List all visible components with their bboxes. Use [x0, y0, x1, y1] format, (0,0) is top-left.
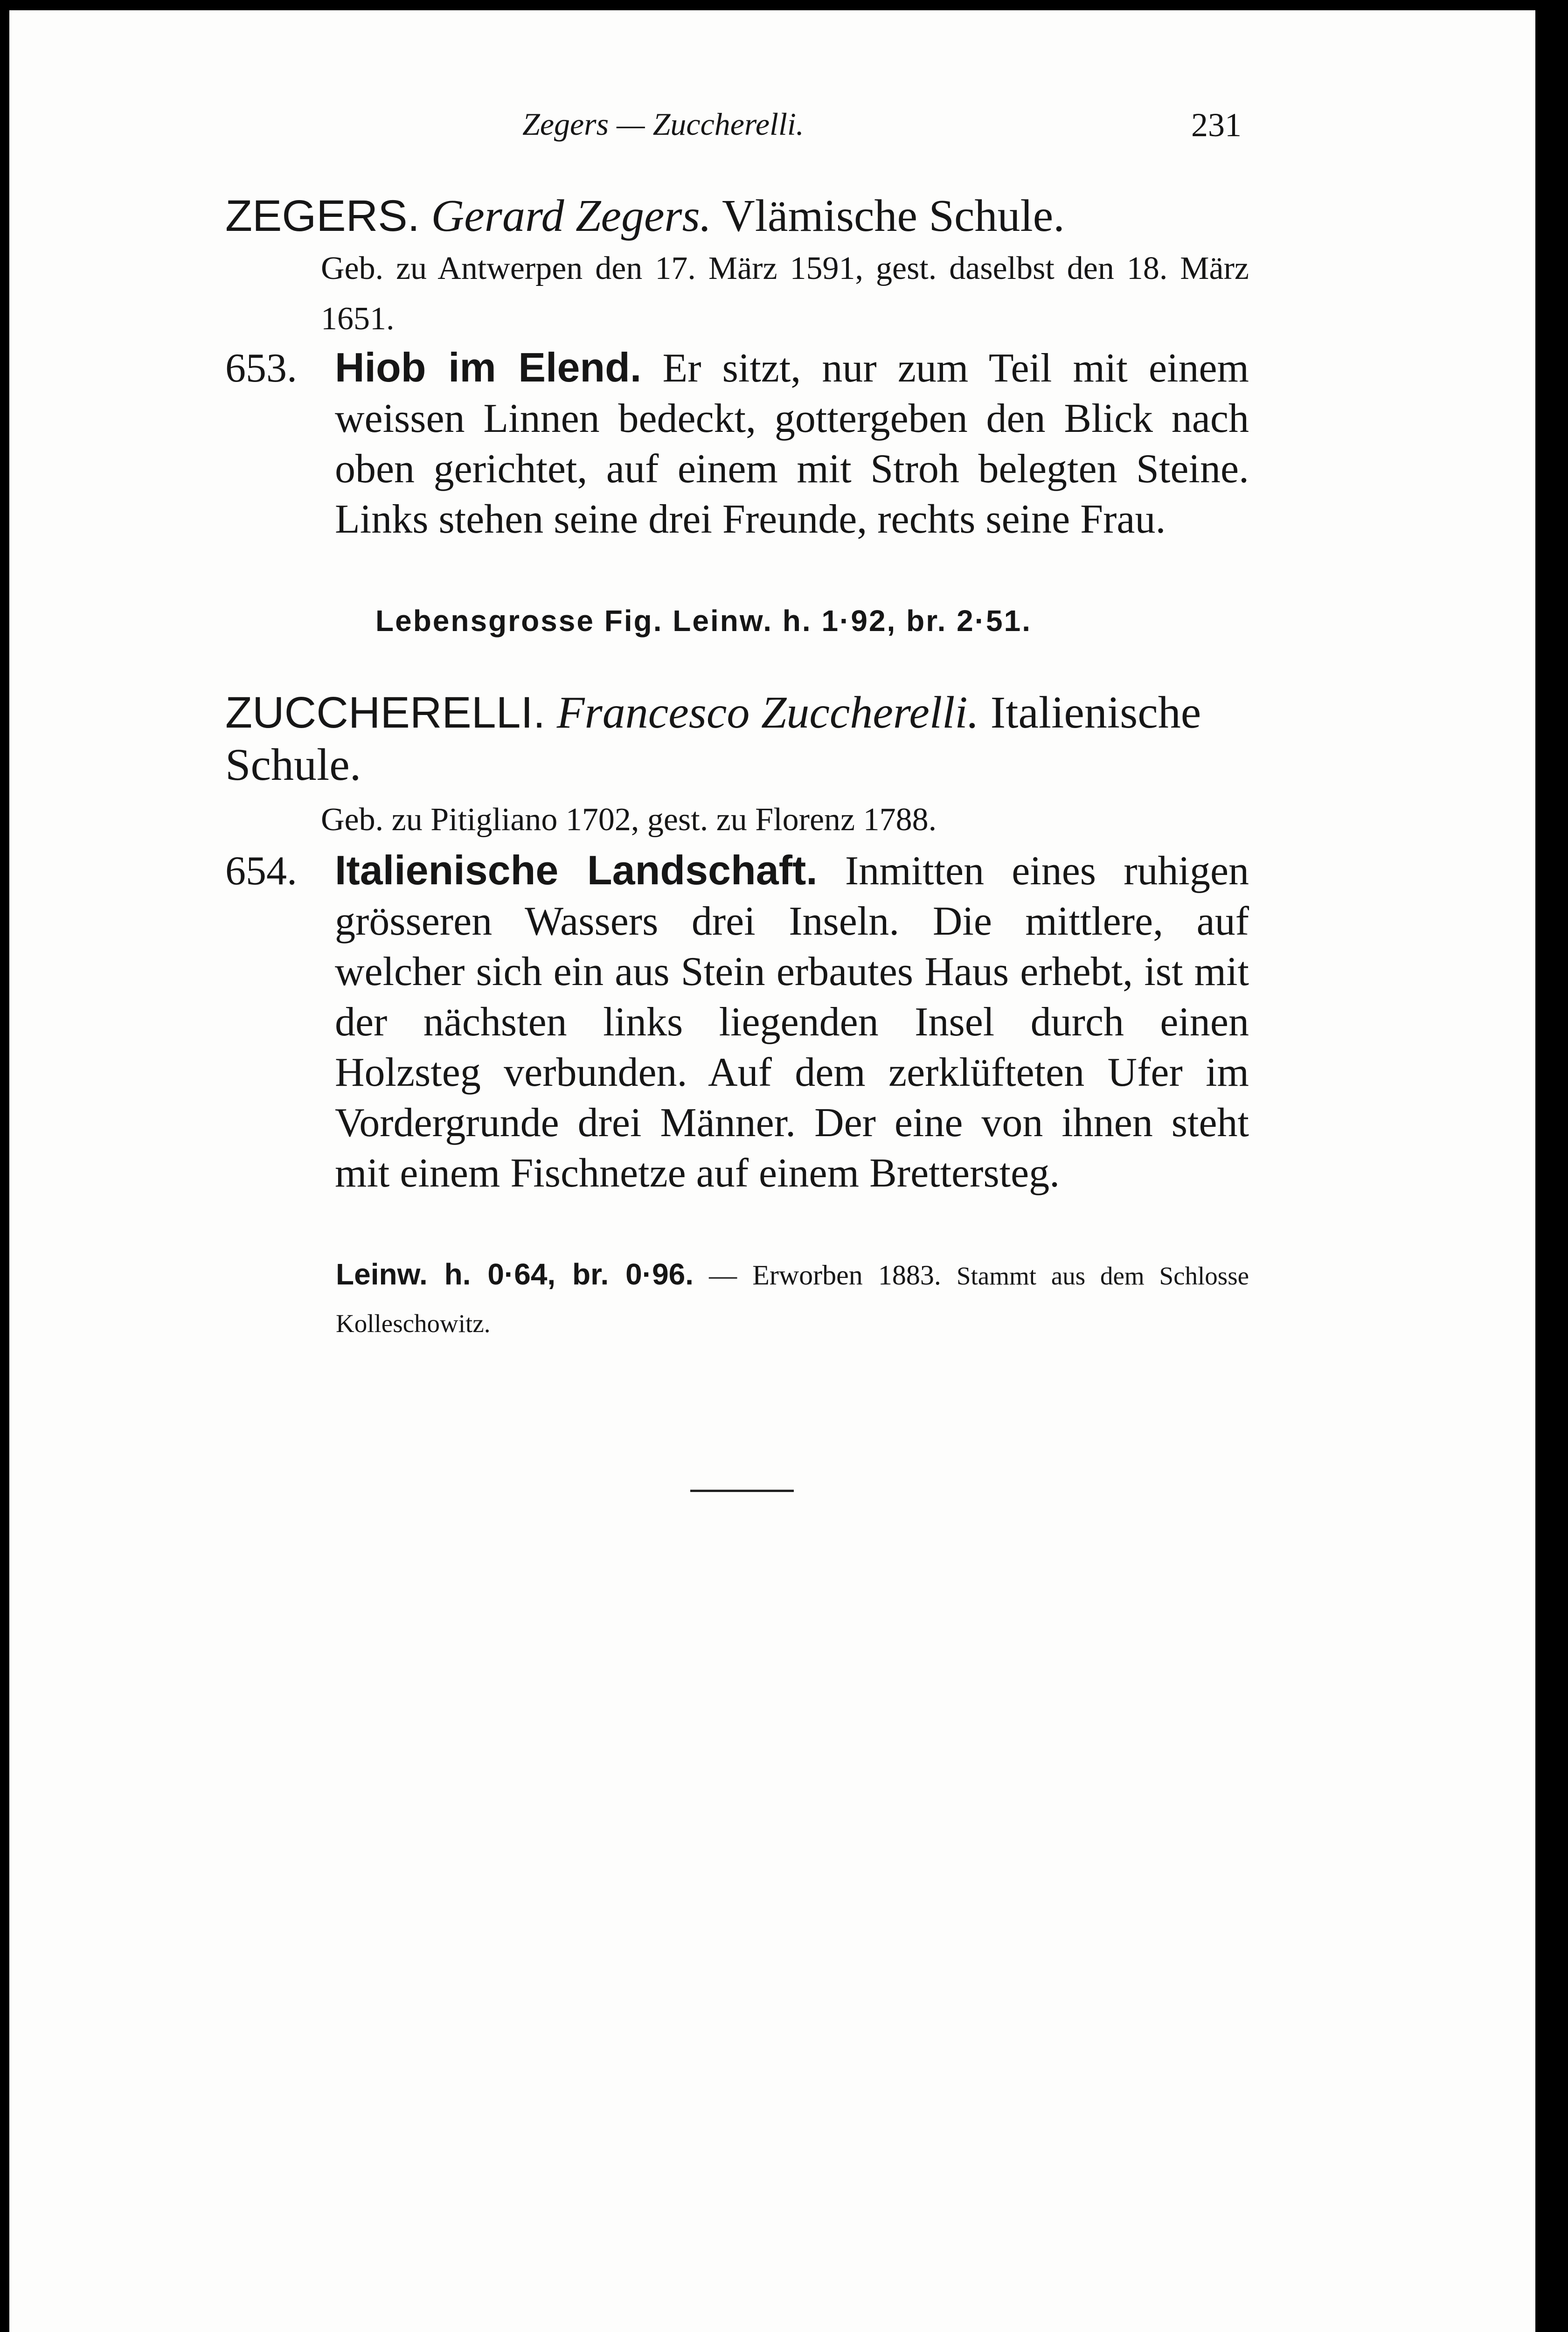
artist-fullname: Francesco Zuccherelli. [556, 687, 979, 738]
catalogue-number: 654. [225, 848, 297, 894]
running-title: Zegers — Zuccherelli. [522, 106, 804, 142]
catalogue-number: 653. [225, 346, 297, 391]
origin-note: Stammt aus dem Schlosse Kolleschowitz. [336, 1262, 1249, 1338]
artist-bio: Geb. zu Antwerpen den 17. März 1591, gest. daselbst den 18. März 1651. [321, 250, 1249, 337]
work-description: Er sitzt, nur zum Teil mit einem weissen Linnen bedeckt, gottergeben den Blick nach oben gerichtet, auf einem mit Stroh belegten Steine. Links stehen seine drei Freunde, rechts seine Frau. [335, 346, 1249, 542]
catalogue-entry-653 [225, 342, 1249, 545]
artist-surname: ZUCCHERELLI. [225, 688, 546, 737]
work-dimensions: Lebensgrosse Fig. Leinw. h. 1·92, br. 2·51. [375, 604, 1032, 638]
book-page [9, 10, 1535, 2332]
work-dimensions: Leinw. h. 0·64, br. 0·96. [336, 1257, 694, 1291]
artist-surname: ZEGERS. [225, 191, 420, 241]
work-description: Inmitten eines ruhigen grösseren Wassers drei Inseln. Die mittlere, auf welcher sich ein aus Stein erbautes Haus erhebt, ist mit der nächsten links liegenden Insel durch einen Holzsteg verbunden. Auf dem zerklüfteten Ufer im Vordergrunde drei Männer. Der eine von ihnen steht mit einem Fischnetze auf einem Brettersteg. [335, 848, 1249, 1196]
artist-heading-zuccherelli [225, 687, 1251, 791]
page-number: 231 [1191, 106, 1242, 144]
catalogue-entry-654 [225, 845, 1249, 1199]
artist-heading-zegers [225, 190, 1065, 242]
work-provenance [336, 1251, 1249, 1347]
page-header [9, 106, 1535, 157]
acquisition-note: — Erworben 1883. [709, 1260, 941, 1291]
artist-school: Italienische Schule. [225, 687, 1201, 790]
artist-fullname: Gerard Zegers. [431, 191, 712, 241]
end-rule [690, 1490, 794, 1492]
work-title: Italienische Landschaft. [335, 847, 818, 893]
artist-school: Vlämische Schule. [722, 191, 1065, 241]
work-title: Hiob im Elend. [335, 344, 642, 390]
artist-bio: Geb. zu Pitigliano 1702, gest. zu Florenz 1788. [321, 802, 937, 838]
